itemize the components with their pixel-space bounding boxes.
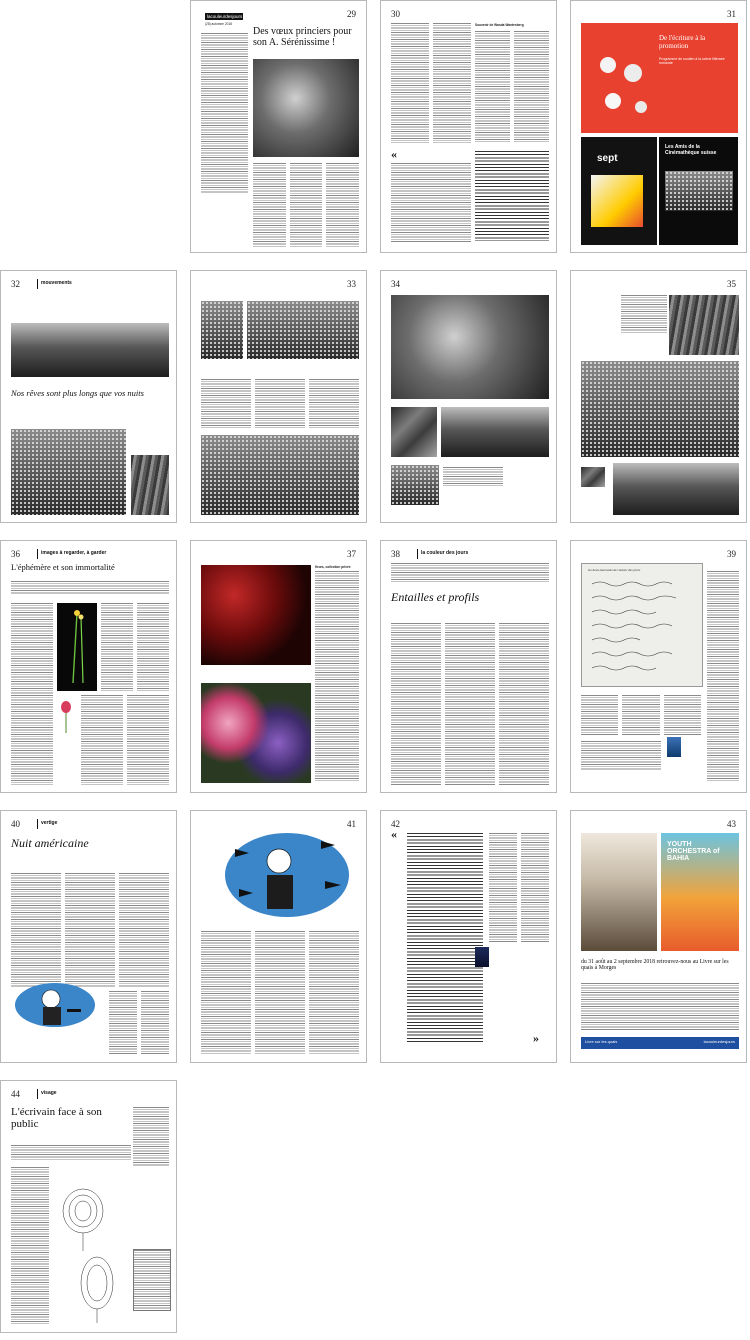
intro-text [201,33,248,193]
protest-photo-2 [247,301,359,359]
page-number: 40 [11,819,20,829]
lead-text [11,581,169,595]
page-38 [380,540,557,793]
tree-icon [53,1185,125,1325]
section-label: mouvements [37,279,72,289]
page-number: 31 [727,9,736,19]
portrait-photo [253,59,359,157]
book-cover [475,947,489,967]
plant-photo [57,603,97,691]
body-columns [201,379,359,429]
illustration [11,975,105,1033]
page-number: 30 [391,9,400,19]
man-in-crowd-photo [391,295,549,399]
street-photo [131,455,169,515]
caption-list [621,295,667,333]
caption-block [443,467,503,487]
body-columns [391,23,471,143]
poem-text [407,833,483,1043]
figure-with-birds-icon [221,825,361,921]
body-columns [391,623,549,785]
ad-title: De l'écriture à la promotion [659,34,706,50]
article-title: Nuit américaine [11,836,89,850]
section-label: la couleur des jours [417,549,468,559]
body-columns-right [101,603,169,691]
demonstration-photo [201,435,359,515]
red-ad [581,23,738,133]
crowd-photo [11,429,126,515]
page-31 [570,0,747,253]
tree-illustration [53,1185,125,1325]
section-label: vertige [37,819,57,829]
page-40 [0,810,177,1063]
page-35 [570,270,747,523]
speaker-illustration-icon [11,975,105,1033]
page-number: 29 [347,9,356,19]
mixed-flowers-photo [201,683,311,783]
sidebar-box [133,1249,171,1311]
page-43 [570,810,747,1063]
body-columns [581,695,701,735]
right-column [489,833,549,943]
roses-photo [201,565,311,665]
sidebar-title: fleurs, collection privée [315,565,351,569]
issue-label: (28) automne 2018 [205,22,232,26]
poster-title: YOUTH ORCHESTRA of BAHIA [667,841,720,862]
article-title: Entailles et profils [391,590,480,604]
protest-photo-1 [201,301,243,359]
crumpled-paper-icon [593,51,653,121]
building-photo [11,323,169,377]
cinema-photo [665,171,733,211]
article-title: Des vœux princiers pour son A. Sérénissime ! [253,26,352,48]
body-text [391,163,471,243]
article-title: Nos rêves sont plus longs que vos nuits [11,388,144,398]
page-number: 35 [727,279,736,289]
sidebar-columns [475,31,549,143]
notes [581,741,661,771]
page-number: 36 [11,549,20,559]
page-number: 39 [727,549,736,559]
march-photo-2 [581,361,739,457]
worker-photo [391,407,437,457]
page-39 [570,540,747,793]
cinema-title: Les Amis de la Cinémathèque suisse [665,144,717,156]
manuscript-title: les lieux-tournants de couleur des jours [588,568,641,572]
page-number: 33 [347,279,356,289]
page-36 [0,540,177,793]
body-columns [201,931,359,1055]
article-title: L'éphémère et son immortalité [11,562,115,572]
section-label: images à regarder, à garder [37,549,106,559]
banner-logo: lacouleurdesjours [703,1039,735,1044]
sidebar-text [133,1107,169,1167]
quote-open-icon: « [391,147,397,161]
page-number: 34 [391,279,400,289]
page-37 [190,540,367,793]
archive-photo [581,467,605,487]
footer-banner [581,1037,739,1049]
page-number: 42 [391,819,400,829]
lead-text [11,1145,131,1161]
body-columns-bottom [109,991,169,1055]
red-flower-photo [57,695,75,735]
sept-logo: sept [597,153,618,164]
page-30 [380,0,557,253]
page-29 [190,0,367,253]
pull-quote [475,151,549,241]
sidebar-text [315,571,359,781]
page-32 [0,270,177,523]
cinema-ad [659,137,738,245]
event-details [581,983,739,1031]
page-41 [190,810,367,1063]
article-title: L'écrivain face à son public [11,1106,102,1130]
sepia-poster [581,833,657,951]
body-columns [11,873,169,987]
square-photo [391,465,439,505]
illustration [221,825,361,921]
body-columns [253,163,359,247]
flower-stem-icon [57,603,97,691]
orchestra-poster [661,833,739,951]
quote-close-icon: » [533,1031,539,1045]
body-columns-bottom [81,695,169,785]
quote-open-icon: « [391,827,397,841]
masthead-logo: lacouleurdesjours [207,14,243,19]
side-column [707,571,739,781]
page-number: 37 [347,549,356,559]
banner-text: Livre sur les quais [585,1039,618,1044]
page-number: 32 [11,279,20,289]
manuscript-image [581,563,703,687]
magazine-cover [591,175,643,227]
hall-photo [441,407,549,457]
page-number: 43 [727,819,736,829]
handwriting-icon [582,564,702,686]
march-photo-1 [669,295,739,355]
body-columns [11,603,53,785]
page-34 [380,270,557,523]
sidebar-title: Souvenir de Wanda Wantenberg [475,23,524,27]
event-headline: du 31 août au 2 septembre 2018 retrouvez-nous au Livre sur les quais à Morges [581,959,729,972]
sept-ad [581,137,657,245]
page-number: 38 [391,549,400,559]
body-columns [11,1167,49,1325]
section-label: visage [37,1089,57,1099]
lead-text [391,563,549,583]
page-44 [0,1080,177,1333]
book-cover [667,737,681,757]
page-33 [190,270,367,523]
page-42 [380,810,557,1063]
ad-body: Programme de soutien à la scène littéraire romande [659,57,725,65]
smoke-photo [613,463,739,515]
page-number: 41 [347,819,356,829]
page-number: 44 [11,1089,20,1099]
tulip-icon [57,695,75,735]
